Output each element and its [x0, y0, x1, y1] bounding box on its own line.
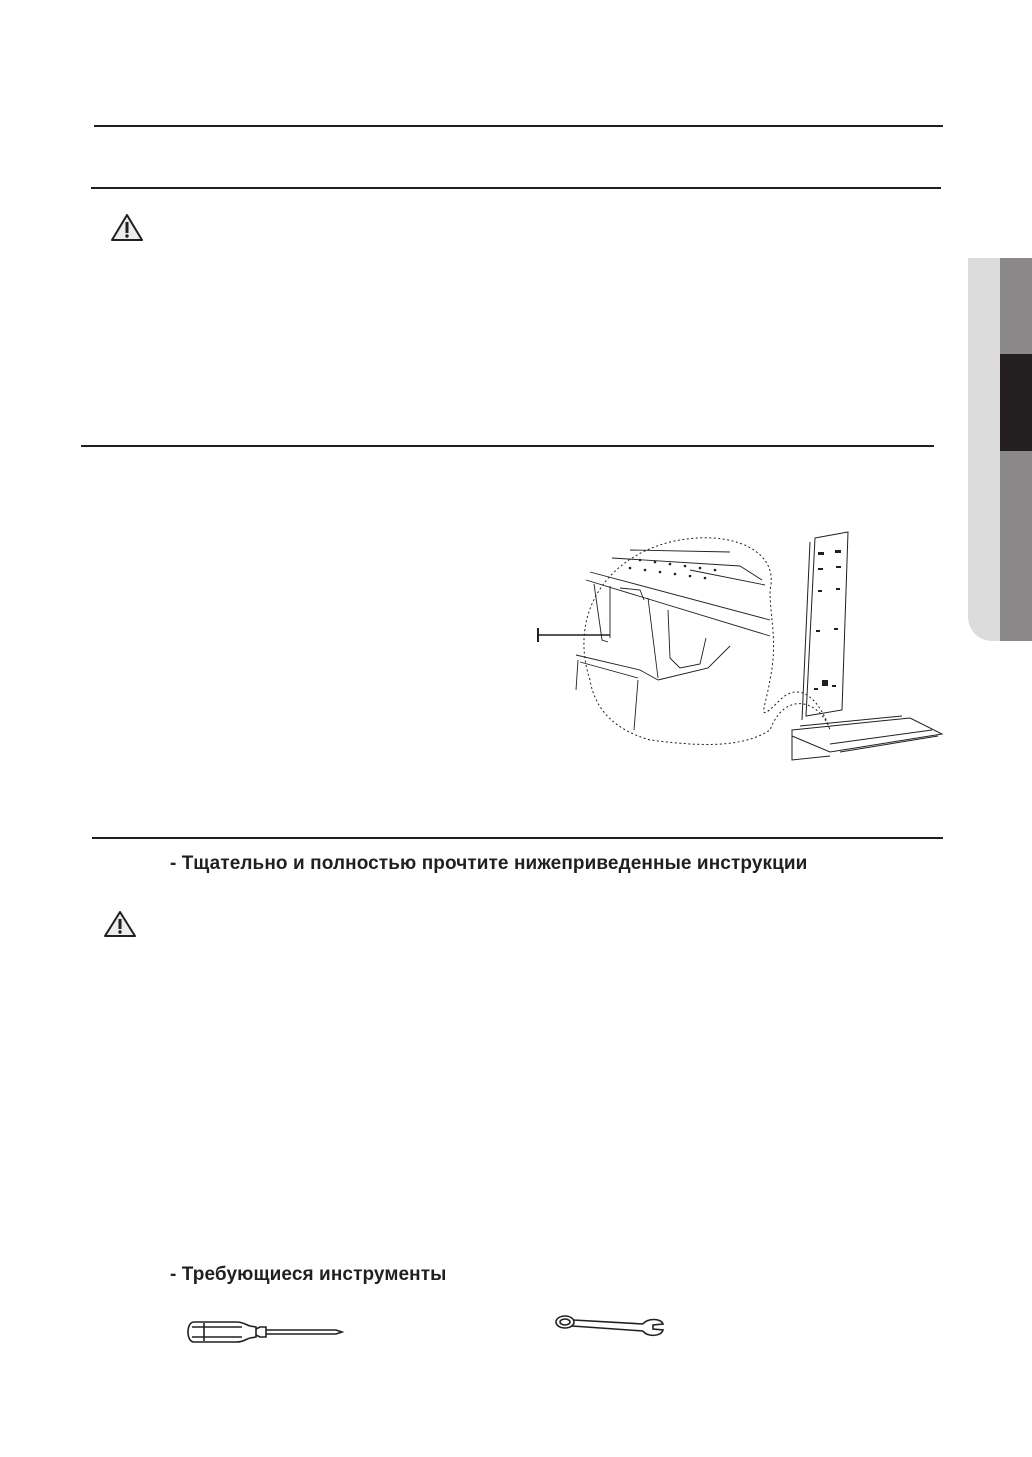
wrench-icon — [553, 1312, 668, 1342]
chapter-side-tab — [968, 258, 1032, 641]
warning-triangle-icon — [103, 910, 137, 938]
side-tab-active-section — [1000, 354, 1032, 451]
side-tab-background — [968, 258, 1000, 641]
warning-triangle-icon — [110, 213, 144, 242]
top-rule — [94, 125, 943, 127]
section-rule-3 — [92, 837, 943, 839]
tools-heading: - Требующиеся инструменты — [170, 1264, 447, 1285]
stand-assembly-illustration — [530, 530, 950, 770]
section-rule-2 — [81, 445, 934, 447]
section-rule-1 — [91, 187, 941, 189]
phillips-screwdriver-icon — [184, 1317, 349, 1347]
instructions-heading: - Тщательно и полностью прочтите нижеприведенные инструкции — [170, 853, 808, 874]
